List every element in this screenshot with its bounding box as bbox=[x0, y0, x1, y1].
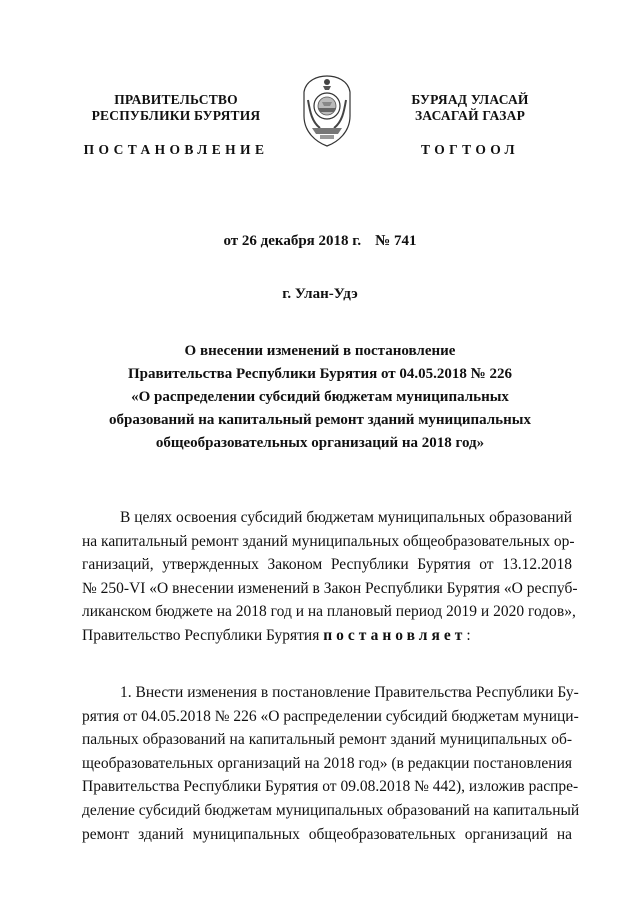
clause-1-paragraph bbox=[82, 681, 580, 846]
issuer-name-russian bbox=[84, 92, 268, 124]
issuer-name-buryat bbox=[388, 92, 552, 124]
resolution-colon: : bbox=[466, 626, 471, 644]
issuer-line: РЕСПУБЛИКИ БУРЯТИЯ bbox=[91, 108, 261, 123]
document-type-russian: ПОСТАНОВЛЕНИЕ bbox=[83, 142, 269, 157]
title-line: Правительства Республики Бурятия от 04.05.2018 № 226 bbox=[127, 366, 512, 382]
title-line: общеобразовательных организаций на 2018 год» bbox=[155, 435, 485, 451]
paragraph-line: Правительства Республики Бурятия от 09.08.2018 № 442), изложив распре- bbox=[82, 778, 579, 796]
title-line: О внесении изменений в постановление bbox=[184, 343, 456, 359]
document-number: № 741 bbox=[375, 233, 417, 249]
paragraph-line: пальных образований на капитальный ремонт зданий муниципальных об- bbox=[82, 731, 572, 749]
paragraph-line: на капитальный ремонт зданий муниципальных общеобразовательных ор- bbox=[82, 532, 575, 550]
resolution-verb: постановляет bbox=[323, 626, 467, 644]
title-line: образований на капитальный ремонт зданий муниципальных bbox=[109, 412, 531, 428]
document-city: г. Улан-Удэ bbox=[282, 286, 358, 302]
issuer-line: ПРАВИТЕЛЬСТВО bbox=[114, 92, 238, 107]
paragraph-line: ликанском бюджете на 2018 год и на плановый период 2019 и 2020 годов», bbox=[82, 603, 576, 621]
date-number-line bbox=[0, 233, 640, 250]
paragraph-line: ремонт зданий муниципальных общеобразовательных организаций на bbox=[82, 825, 572, 843]
title-line: «О распределении субсидий бюджетам муниципальных bbox=[131, 389, 509, 405]
paragraph-line: № 250-VI «О внесении изменений в Закон Республики Бурятия «О респуб- bbox=[82, 579, 578, 597]
paragraph-line: щеобразовательных организаций на 2018 год» (в редакции постановления bbox=[82, 754, 572, 772]
paragraph-line: деление субсидий бюджетам муниципальных образований на капитальный bbox=[82, 801, 580, 819]
document-type-buryat: ТОГТООЛ bbox=[421, 142, 519, 157]
paragraph-line: рятия от 04.05.2018 № 226 «О распределении субсидий бюджетам муници- bbox=[82, 707, 579, 725]
resolution-subject: Правительство Республики Бурятия bbox=[82, 626, 324, 644]
paragraph-line: В целях освоения субсидий бюджетам муниципальных образований bbox=[120, 509, 572, 526]
issuer-line: ЗАСАГАЙ ГАЗАР bbox=[414, 108, 526, 123]
preamble-paragraph bbox=[82, 506, 578, 648]
paragraph-line: ганизаций, утвержденных Законом Республики Бурятия от 13.12.2018 bbox=[82, 556, 572, 574]
document-date: от 26 декабря 2018 г. bbox=[223, 233, 362, 249]
republic-of-buryatia-emblem-icon bbox=[298, 72, 356, 150]
document-title bbox=[80, 340, 560, 455]
paragraph-line: 1. Внести изменения в постановление Правительства Республики Бу- bbox=[120, 684, 579, 701]
issuer-line: БУРЯАД УЛАСАЙ bbox=[411, 92, 529, 107]
paragraph-line bbox=[82, 624, 572, 648]
